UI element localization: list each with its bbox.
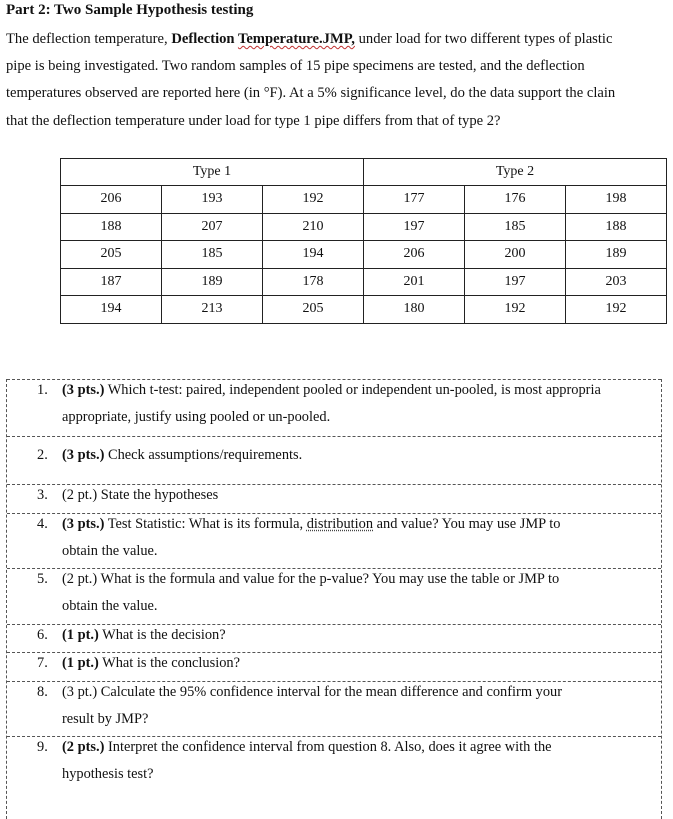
- type1-header: Type 1: [61, 159, 364, 186]
- question-text: Check assumptions/requirements.: [104, 447, 303, 463]
- question-points: (3 pts.): [62, 382, 105, 398]
- table-row: [61, 296, 667, 324]
- intro-text: The deflection temperature,: [6, 31, 172, 47]
- table-cell: 189: [566, 241, 667, 269]
- question-text: result by JMP?: [62, 711, 149, 727]
- table-cell: 203: [566, 268, 667, 296]
- question-5: [7, 568, 661, 614]
- question-9: [7, 736, 661, 782]
- question-points: (2 pt.): [62, 487, 98, 503]
- problem-statement: [6, 26, 673, 135]
- table-cell: 192: [566, 296, 667, 324]
- question-number: 7.: [37, 655, 48, 671]
- question-text: hypothesis test?: [62, 766, 154, 782]
- table-cell: 198: [566, 186, 667, 214]
- table-cell: 188: [566, 213, 667, 241]
- table-row: [61, 268, 667, 296]
- table-cell: 178: [263, 268, 364, 296]
- temperature-data-table: [60, 158, 667, 324]
- question-2: [7, 436, 661, 463]
- question-text: What is the conclusion?: [98, 655, 240, 671]
- table-cell: 194: [263, 241, 364, 269]
- question-text: Interpret the confidence interval from question 8. Also, does it agree with the: [104, 739, 552, 755]
- question-text: Calculate the 95% confidence interval for the mean difference and confirm your: [97, 684, 563, 700]
- dataset-filename: Temperature.JMP,: [237, 31, 355, 47]
- question-number: 4.: [37, 516, 48, 532]
- table-cell: 205: [263, 296, 364, 324]
- question-points: (3 pt.): [62, 684, 98, 700]
- page-heading: Part 2: Two Sample Hypothesis testing: [6, 2, 254, 18]
- question-text: What is the decision?: [98, 627, 226, 643]
- table-cell: 177: [364, 186, 465, 214]
- question-8: [7, 681, 661, 727]
- table-cell: 205: [61, 241, 162, 269]
- table-cell: 197: [465, 268, 566, 296]
- question-number: 2.: [37, 447, 48, 463]
- question-4: [7, 513, 661, 559]
- intro-text: pipe is being investigated. Two random samples of 15 pipe specimens are tested, and the deflection: [6, 58, 585, 75]
- question-text: Which t-test: paired, independent pooled or independent un-pooled, is most appropria: [104, 382, 601, 398]
- table-cell: 200: [465, 241, 566, 269]
- question-number: 8.: [37, 684, 48, 700]
- table-row: [61, 241, 667, 269]
- question-number: 3.: [37, 487, 48, 503]
- table-row: [61, 186, 667, 214]
- table-cell: 201: [364, 268, 465, 296]
- intro-text: under load for two different types of plastic: [354, 31, 613, 47]
- question-text: What is the formula and value for the p-value? You may use the table or JMP to: [97, 571, 560, 587]
- table-cell: 192: [263, 186, 364, 214]
- table-cell: 192: [465, 296, 566, 324]
- question-1: [7, 379, 661, 425]
- question-number: 5.: [37, 571, 48, 587]
- question-text: obtain the value.: [62, 543, 158, 559]
- question-3: [7, 484, 661, 503]
- table-cell: 206: [364, 241, 465, 269]
- intro-text: that the deflection temperature under load for type 1 pipe differs from that of type 2?: [6, 112, 501, 129]
- table-header-row: [61, 159, 667, 186]
- question-points: (1 pt.): [62, 655, 99, 671]
- table-cell: 197: [364, 213, 465, 241]
- table-cell: 193: [162, 186, 263, 214]
- table-row: [61, 213, 667, 241]
- table-cell: 207: [162, 213, 263, 241]
- table-cell: 176: [465, 186, 566, 214]
- intro-text: temperatures observed are reported here (in °F). At a 5% significance level, do the data support the clain: [6, 85, 616, 102]
- table-cell: 213: [162, 296, 263, 324]
- question-points: (2 pt.): [62, 571, 98, 587]
- question-text: Test Statistic: What is its formula,: [104, 516, 307, 532]
- table-cell: 194: [61, 296, 162, 324]
- table-cell: 188: [61, 213, 162, 241]
- question-number: 6.: [37, 627, 48, 643]
- question-7: [7, 652, 661, 671]
- table-cell: 187: [61, 268, 162, 296]
- table-cell: 185: [465, 213, 566, 241]
- table-cell: 206: [61, 186, 162, 214]
- table-cell: 180: [364, 296, 465, 324]
- question-points: (2 pts.): [62, 739, 105, 755]
- table-cell: 185: [162, 241, 263, 269]
- question-text: appropriate, justify using pooled or un-pooled.: [62, 409, 331, 425]
- question-points: (1 pt.): [62, 627, 99, 643]
- question-text: and value? You may use JMP to: [373, 516, 561, 532]
- question-text: obtain the value.: [62, 598, 158, 614]
- dataset-label: Deflection: [171, 31, 238, 47]
- question-number: 9.: [37, 739, 48, 755]
- question-points: (3 pts.): [62, 447, 105, 463]
- question-number: 1.: [37, 382, 48, 398]
- question-text: State the hypotheses: [97, 487, 219, 503]
- question-6: [7, 624, 661, 643]
- table-cell: 210: [263, 213, 364, 241]
- table-cell: 189: [162, 268, 263, 296]
- question-text: distribution: [306, 516, 374, 532]
- type2-header: Type 2: [364, 159, 667, 186]
- questions-list: [6, 379, 662, 819]
- question-points: (3 pts.): [62, 516, 105, 532]
